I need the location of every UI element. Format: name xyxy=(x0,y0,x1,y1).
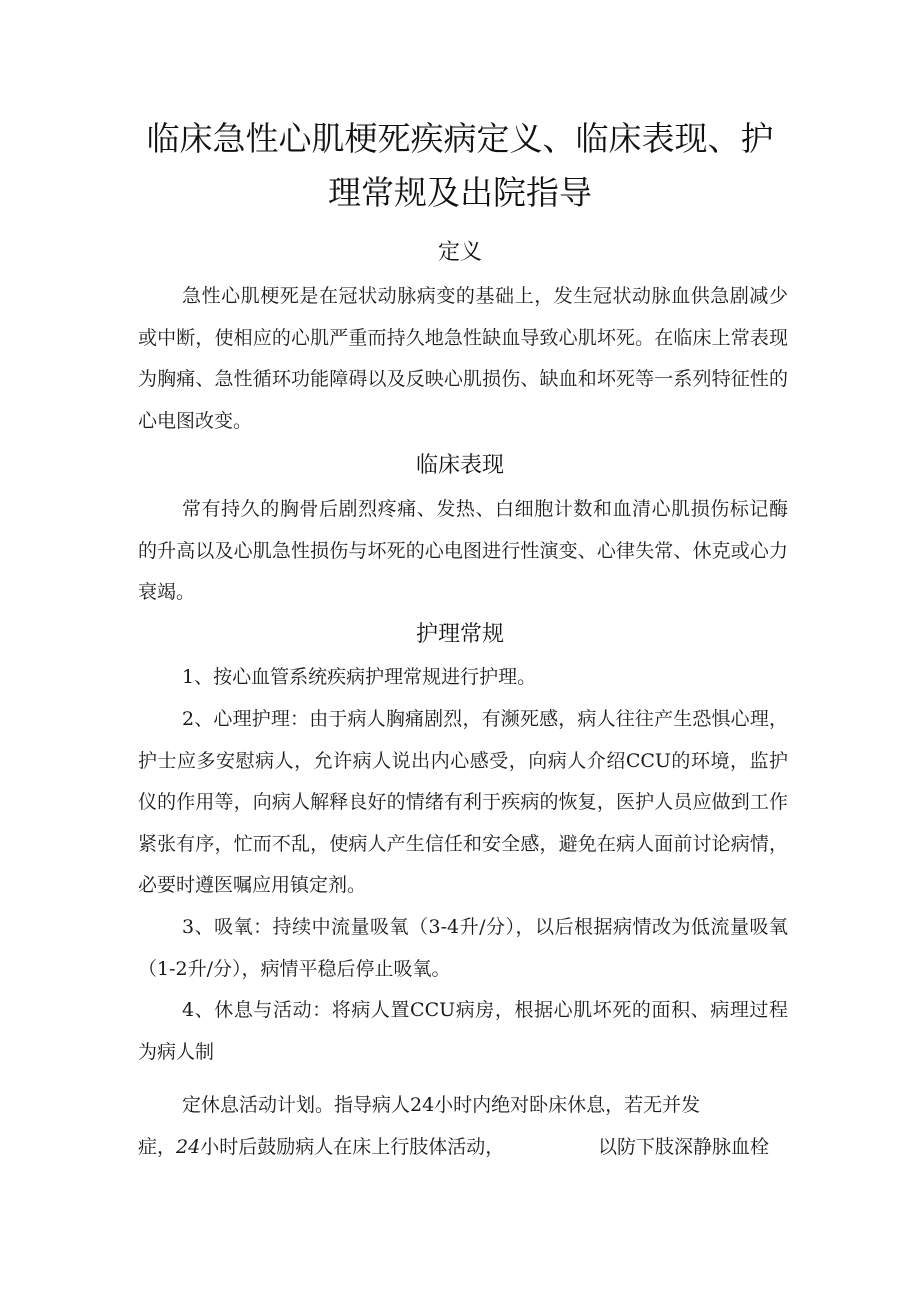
nursing-item-4: 4、休息与活动：将病人置CCU病房，根据心肌坏死的面积、病理过程为病人制 xyxy=(138,999,788,1063)
heading-definition: 定义 xyxy=(437,240,482,265)
nursing-item-4-continuation-line-2-tail: 以防下肢深静脉血栓 xyxy=(598,1136,770,1158)
nursing-item-3: 3、吸氧：持续中流量吸氧（3-4升/分），以后根据病情改为低流量吸氧（1-2升/分），病情平稳后停止吸氧。 xyxy=(138,916,788,980)
title-line-1: 临床急性心肌梗死疾病定义、临床表现、护 xyxy=(146,119,774,158)
paragraph-clinical: 常有持久的胸骨后剧烈疼痛、发热、白细胞计数和血清心肌损伤标记酶的升高以及心肌急性损伤与坏死的心电图进行性演变、心律失常、休克或心力衰竭。 xyxy=(138,498,788,603)
nursing-item-2: 2、心理护理：由于病人胸痛剧烈，有濒死感，病人往往产生恐惧心理，护士应多安慰病人，允许病人说出内心感受，向病人介绍CCU的环境，监护仪的作用等，向病人解释良好的情绪有利于疾病的恢复，医护人员应做到工作紧张有序，忙而不乱，使病人产生信任和安全感，避免在病人面前讨论病情，必要时遵医嘱应用镇定剂。 xyxy=(138,708,788,896)
paragraph-definition: 急性心肌梗死是在冠状动脉病变的基础上，发生冠状动脉血供急剧减少或中断，使相应的心肌严重而持久地急性缺血导致心肌坏死。在临床上常表现为胸痛、急性循环功能障碍以及反映心肌损伤、缺血和坏死等一系列特征性的心电图改变。 xyxy=(138,285,788,432)
heading-nursing: 护理常规 xyxy=(415,622,504,647)
continuation-text-b: 24 xyxy=(176,1136,201,1158)
nursing-item-1: 1、按心血管系统疾病护理常规进行护理。 xyxy=(182,666,537,688)
heading-clinical: 临床表现 xyxy=(415,453,504,478)
continuation-text-c: 小时后鼓励病人在床上行肢体活动， xyxy=(200,1136,505,1158)
continuation-text-a: 症， xyxy=(138,1136,177,1158)
title-line-2: 理常规及出院指导 xyxy=(328,173,592,212)
nursing-item-4-continuation-line-1: 定休息活动计划。指导病人24小时内绝对卧床休息，若无并发 xyxy=(182,1094,701,1116)
nursing-item-4-continuation-line-2 xyxy=(138,1132,504,1162)
document-title xyxy=(120,112,800,220)
